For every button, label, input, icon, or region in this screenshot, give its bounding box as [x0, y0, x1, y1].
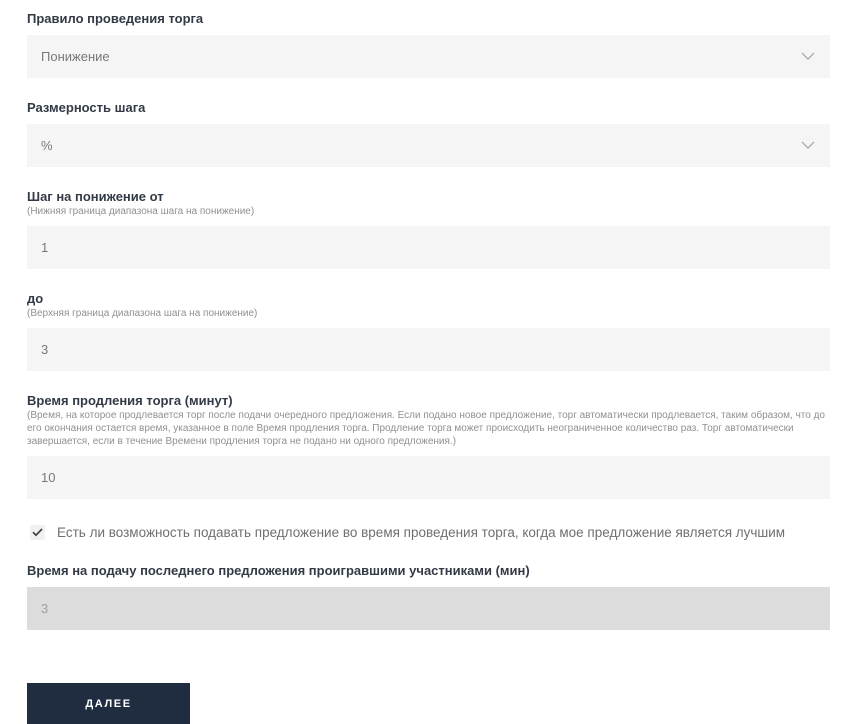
auction-rule-label: Правило проведения торга	[27, 11, 204, 26]
step-down-to-sublabel: (Верхняя граница диапазона шага на понижение)	[27, 308, 258, 319]
last-offer-time-value: 3	[41, 601, 49, 616]
step-dimension-value: %	[41, 138, 53, 153]
field-extension-time	[27, 393, 830, 499]
extension-time-value: 10	[41, 470, 56, 485]
step-down-to-value: 3	[41, 342, 49, 357]
extension-time-sublabel: (Время, на которое продлевается торг после подачи очередного предложения. Если подано новое предложение, торг автоматически продлевается, таким образом, что до его окончания остается время, указанное в поле Время продления торга. Продление торга может происходить неограниченное количество раз. Торг автоматически завершается, если в течение Времени продления торга не подано ни одного предложения.)	[27, 410, 825, 447]
last-offer-time-label: Время на подачу последнего предложения проигравшими участниками (мин)	[27, 563, 530, 578]
field-last-offer-time	[27, 563, 830, 630]
last-offer-time-input	[27, 587, 830, 630]
best-offer-checkbox-row[interactable]	[27, 524, 830, 541]
field-auction-rule	[27, 11, 830, 78]
step-down-from-sublabel: (Нижняя граница диапазона шага на понижение)	[27, 206, 255, 217]
step-dimension-label: Размерность шага	[27, 100, 146, 115]
field-step-down-from	[27, 189, 830, 269]
auction-rule-select[interactable]	[27, 35, 830, 78]
next-button[interactable]: ДАЛЕЕ	[27, 683, 190, 724]
step-down-to-input[interactable]	[27, 328, 830, 371]
extension-time-label: Время продления торга (минут)	[27, 393, 233, 408]
step-down-to-label: до	[27, 291, 44, 306]
best-offer-checkbox-label: Есть ли возможность подавать предложение во время проведения торга, когда мое предложение является лучшим	[57, 525, 786, 540]
chevron-down-icon	[800, 49, 816, 65]
chevron-down-icon	[800, 138, 816, 154]
step-down-from-value: 1	[41, 240, 49, 255]
step-down-from-input[interactable]	[27, 226, 830, 269]
form-content	[27, 11, 830, 724]
step-dimension-select[interactable]	[27, 124, 830, 167]
field-step-down-to	[27, 291, 830, 371]
field-step-dimension	[27, 100, 830, 167]
extension-time-input[interactable]	[27, 456, 830, 499]
auction-rule-value: Понижение	[41, 49, 110, 64]
checkbox-checked-icon[interactable]	[30, 525, 45, 540]
step-down-from-label: Шаг на понижение от	[27, 189, 164, 204]
